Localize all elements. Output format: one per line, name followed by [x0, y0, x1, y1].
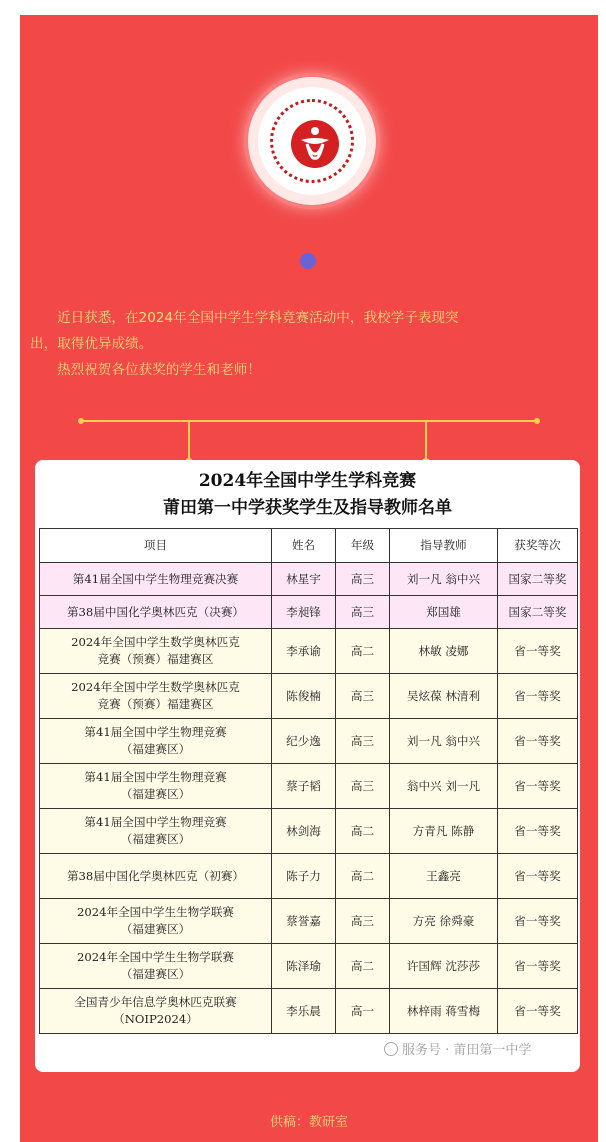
cell-award: 省一等奖 [498, 674, 578, 719]
cell-name: 林剑海 [272, 809, 336, 854]
cell-project-line: （福建赛区） [120, 967, 191, 981]
cell-project: 第38届中国化学奥林匹克（初赛） [40, 854, 272, 899]
intro-line: 近日获悉，在2024年全国中学生学科竞赛活动中，我校学子表现突 [57, 310, 459, 326]
cell-name: 林星宇 [272, 563, 336, 596]
table-row [40, 944, 578, 989]
cell-name: 纪少逸 [272, 719, 336, 764]
table-row [40, 989, 578, 1034]
cell-grade: 高三 [336, 899, 390, 944]
cell-project-line: 2024年全国中学生数学奥林匹克 [71, 635, 240, 649]
cell-project: 第38届中国化学奥林匹克（决赛） [40, 596, 272, 629]
table-row [40, 629, 578, 674]
cell-award: 省一等奖 [498, 719, 578, 764]
cell-name: 蔡子韬 [272, 764, 336, 809]
cell-grade: 高二 [336, 629, 390, 674]
cell-teacher: 林敏 凌娜 [390, 629, 498, 674]
cell-teacher: 方亮 徐舜豪 [390, 899, 498, 944]
watermark [384, 1039, 531, 1058]
cell-project-line: 2024年全国中学生数学奥林匹克 [71, 680, 240, 694]
watermark-text: 服务号 · 莆田第一中学 [402, 1043, 532, 1058]
cell-award: 国家二等奖 [498, 563, 578, 596]
header-name: 姓名 [272, 529, 336, 563]
cell-project-line: （福建赛区） [120, 922, 191, 936]
intro-line: 热烈祝贺各位获奖的学生和老师！ [57, 362, 261, 378]
header-grade: 年级 [336, 529, 390, 563]
intro-line: 出，取得优异成绩。 [30, 336, 153, 352]
cell-project-line: 2024年全国中学生生物学联赛 [76, 905, 235, 919]
table-row [40, 596, 578, 629]
cell-name: 李乐晨 [272, 989, 336, 1034]
cell-teacher: 吴炫葆 林清利 [390, 674, 498, 719]
cell-project [40, 989, 272, 1034]
cell-teacher: 许国辉 沈莎莎 [390, 944, 498, 989]
cell-project-line: 2024年全国中学生生物学联赛 [76, 950, 235, 964]
cell-project [40, 809, 272, 854]
award-table [39, 528, 578, 1034]
cell-teacher: 刘一凡 翁中兴 [390, 719, 498, 764]
table-row [40, 719, 578, 764]
cell-project-line: 第41届全国中学生物理竞赛 [84, 770, 227, 784]
header-project: 项目 [40, 529, 272, 563]
cell-project [40, 899, 272, 944]
header-award: 获奖等次 [498, 529, 578, 563]
table-row [40, 899, 578, 944]
table-row [40, 563, 578, 596]
cell-grade: 高三 [336, 596, 390, 629]
cell-teacher: 林梓雨 蒋雪梅 [390, 989, 498, 1034]
card-title [35, 468, 580, 522]
table-row [40, 809, 578, 854]
cell-grade: 高三 [336, 764, 390, 809]
cell-project-line: （NOIP2024） [113, 1012, 198, 1026]
school-emblem-icon [248, 77, 376, 205]
cell-grade: 高三 [336, 674, 390, 719]
card-title-line: 莆田第一中学获奖学生及指导教师名单 [163, 498, 452, 518]
cell-project-line: 竞赛（预赛）福建赛区 [97, 697, 214, 711]
award-card [35, 460, 580, 1072]
cell-project-line: （福建赛区） [120, 832, 191, 846]
cell-name: 陈子力 [272, 854, 336, 899]
cell-name: 蔡誉嘉 [272, 899, 336, 944]
cell-grade: 高三 [336, 719, 390, 764]
cell-project-line: 全国青少年信息学奥林匹克联赛 [74, 995, 237, 1009]
decorative-dot [300, 253, 316, 269]
header-teacher: 指导教师 [390, 529, 498, 563]
cell-award: 省一等奖 [498, 629, 578, 674]
cell-project [40, 719, 272, 764]
wechat-service-icon [384, 1042, 398, 1056]
table-row [40, 674, 578, 719]
cell-teacher: 王鑫亮 [390, 854, 498, 899]
cell-award: 国家二等奖 [498, 596, 578, 629]
cell-name: 李承谕 [272, 629, 336, 674]
table-row [40, 764, 578, 809]
footer-credit: 供稿：教研室 [269, 1115, 348, 1130]
cell-award: 省一等奖 [498, 764, 578, 809]
cell-project-line: 竞赛（预赛）福建赛区 [97, 652, 214, 666]
cell-grade: 高一 [336, 989, 390, 1034]
cell-project [40, 629, 272, 674]
cell-project-line: （福建赛区） [120, 742, 191, 756]
intro-text [30, 305, 586, 383]
card-title-line: 2024年全国中学生学科竞赛 [198, 471, 417, 491]
cell-grade: 高二 [336, 854, 390, 899]
cell-name: 李昶锋 [272, 596, 336, 629]
cell-name: 陈俊楠 [272, 674, 336, 719]
cell-grade: 高二 [336, 944, 390, 989]
cell-teacher: 刘一凡 翁中兴 [390, 563, 498, 596]
cell-grade: 高三 [336, 563, 390, 596]
poster [20, 15, 598, 1142]
cell-award: 省一等奖 [498, 899, 578, 944]
cell-grade: 高二 [336, 809, 390, 854]
cell-teacher: 郑国雄 [390, 596, 498, 629]
cell-award: 省一等奖 [498, 989, 578, 1034]
cell-project [40, 674, 272, 719]
cell-project [40, 764, 272, 809]
cell-teacher: 方青凡 陈静 [390, 809, 498, 854]
cell-project-line: （福建赛区） [120, 787, 191, 801]
cell-teacher: 翁中兴 刘一凡 [390, 764, 498, 809]
cell-award: 省一等奖 [498, 944, 578, 989]
cell-project-line: 第41届全国中学生物理竞赛 [84, 815, 227, 829]
table-row [40, 854, 578, 899]
table-header-row [40, 529, 578, 563]
cell-project [40, 944, 272, 989]
cell-name: 陈泽瑜 [272, 944, 336, 989]
cell-project-line: 第41届全国中学生物理竞赛 [84, 725, 227, 739]
cell-award: 省一等奖 [498, 854, 578, 899]
cell-project: 第41届全国中学生物理竞赛决赛 [40, 563, 272, 596]
cell-award: 省一等奖 [498, 809, 578, 854]
